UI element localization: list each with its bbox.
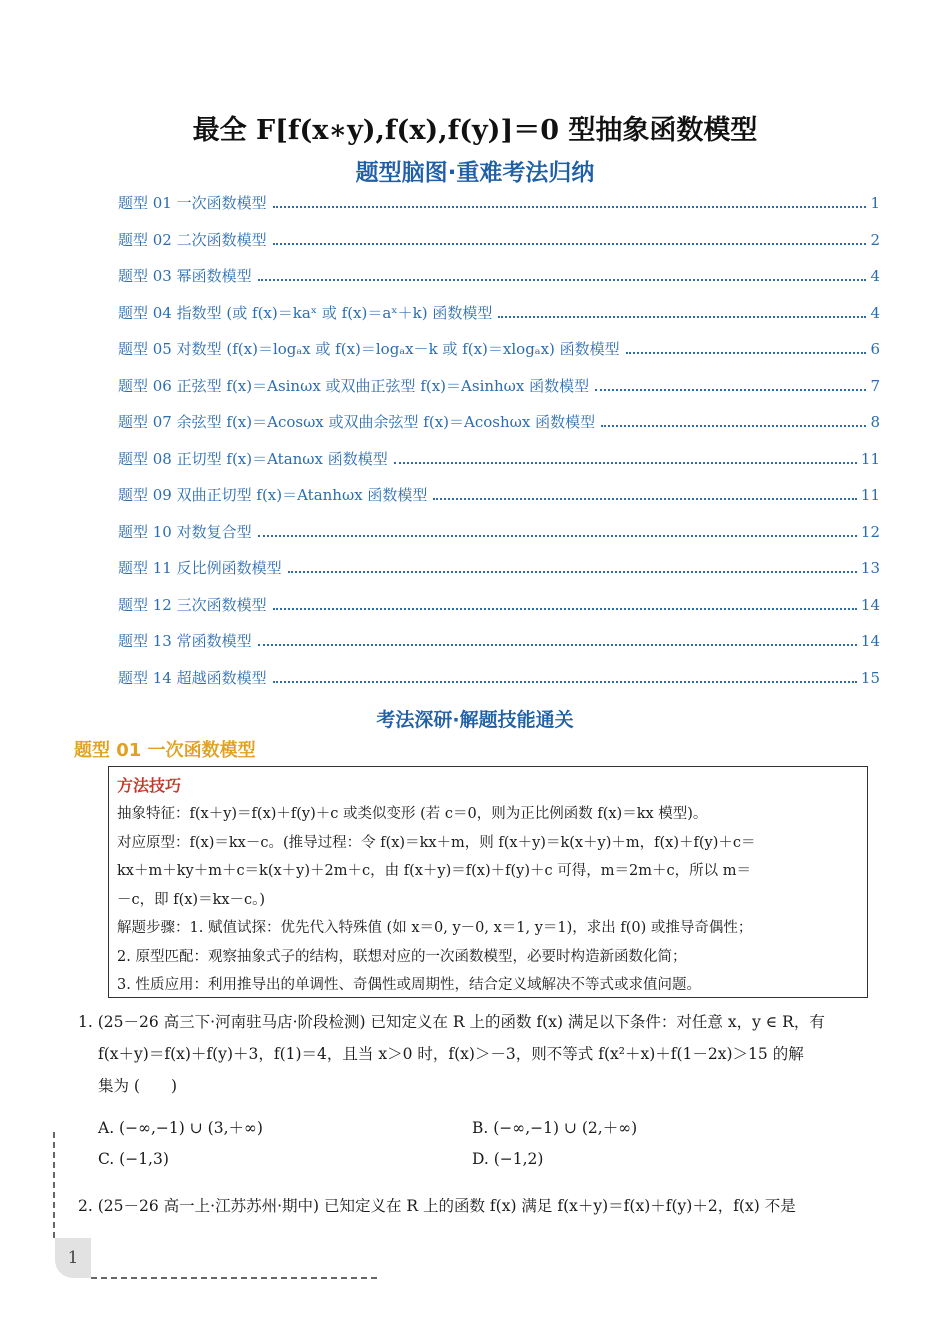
toc-label: 题型 08 正切型 f(x)＝Atanωx 函数模型 — [118, 449, 388, 468]
toc-page: 14 — [860, 595, 880, 614]
toc-label: 题型 03 幂函数模型 — [118, 267, 252, 285]
toc-item[interactable] — [118, 229, 880, 266]
option-c[interactable]: C. (−1,3) — [98, 1150, 169, 1168]
toc-label: 题型 14 超越函数模型 — [118, 668, 267, 687]
method-box — [108, 766, 868, 998]
toc-item[interactable] — [118, 667, 880, 704]
toc-page: 4 — [870, 303, 880, 322]
toc-page: 2 — [870, 230, 880, 249]
toc-item[interactable] — [118, 375, 880, 412]
toc-item[interactable] — [118, 557, 880, 594]
toc-label: 题型 10 对数复合型 — [118, 522, 252, 541]
toc-page: 11 — [860, 486, 880, 504]
toc-page: 4 — [870, 267, 880, 285]
option-d[interactable]: D. (−1,2) — [472, 1150, 544, 1168]
method-line: kx＋m＋ky＋m＋c＝k(x＋y)＋2m＋c，由 f(x＋y)＝f(x)＋f(y)＋c 可得，m＝2m＋c，所以 m＝ — [117, 863, 751, 879]
toc-label: 题型 02 二次函数模型 — [118, 230, 267, 249]
toc-label: 题型 06 正弦型 f(x)＝Asinωx 或双曲正弦型 f(x)＝Asinhωx 函数模型 — [118, 376, 590, 395]
toc-page: 14 — [860, 632, 880, 650]
toc-label: 题型 01 一次函数模型 — [118, 194, 267, 212]
method-line: 抽象特征：f(x＋y)＝f(x)＋f(y)＋c 或类似变形 (若 c＝0，则为正比例函数 f(x)＝kx 模型)。 — [117, 806, 708, 822]
toc-page: 1 — [870, 194, 880, 212]
toc-page: 7 — [870, 376, 880, 395]
page-bottom-dash — [91, 1277, 377, 1279]
question-1 — [78, 1006, 825, 1102]
table-of-contents — [118, 192, 880, 703]
question-line: 集为 ( ) — [98, 1077, 178, 1095]
section-title: 考法深研·解题技能通关 — [376, 709, 574, 731]
method-line: －c，即 f(x)＝kx－c。) — [117, 891, 266, 908]
page-subtitle: 题型脑图·重难考法归纳 — [355, 160, 595, 186]
toc-page: 11 — [860, 449, 880, 468]
question-line: 1. (25－26 高三下·河南驻马店·阶段检测) 已知定义在 R 上的函数 f(x) 满足以下条件：对任意 x，y ∈ R，有 — [78, 1013, 825, 1031]
toc-page: 6 — [870, 340, 880, 358]
question-line: 2. (25－26 高一上·江苏苏州·期中) 已知定义在 R 上的函数 f(x) 满足 f(x＋y)＝f(x)＋f(y)＋2，f(x) 不是 — [78, 1197, 796, 1215]
toc-item[interactable] — [118, 630, 880, 667]
type-heading: 题型 01 一次函数模型 — [74, 740, 256, 761]
toc-label: 题型 04 指数型 (或 f(x)＝kaˣ 或 f(x)＝aˣ＋k) 函数模型 — [118, 303, 493, 322]
method-line: 2. 原型匹配：观察抽象式子的结构，联想对应的一次函数模型，必要时构造新函数化简； — [117, 948, 687, 965]
option-b[interactable]: B. (−∞,−1) ∪ (2,＋∞) — [472, 1119, 638, 1137]
toc-page: 15 — [860, 668, 880, 687]
toc-label: 题型 13 常函数模型 — [118, 632, 252, 650]
toc-item[interactable] — [118, 302, 880, 339]
toc-label: 题型 12 三次函数模型 — [118, 595, 267, 614]
toc-page: 8 — [870, 413, 880, 431]
method-line: 3. 性质应用：利用推导出的单调性、奇偶性或周期性，结合定义域解决不等式或求值问题。 — [117, 977, 701, 993]
toc-item[interactable] — [118, 484, 880, 521]
toc-label: 题型 07 余弦型 f(x)＝Acosωx 或双曲余弦型 f(x)＝Acoshωx 函数模型 — [118, 413, 596, 431]
toc-page: 13 — [860, 559, 880, 577]
page-number: 1 — [55, 1238, 91, 1278]
question-2 — [78, 1190, 796, 1222]
toc-item[interactable] — [118, 448, 880, 485]
toc-item[interactable] — [118, 411, 880, 448]
option-a[interactable]: A. (−∞,−1) ∪ (3,＋∞) — [98, 1119, 263, 1137]
toc-item[interactable] — [118, 338, 880, 375]
method-title: 方法技巧 — [117, 776, 182, 795]
toc-label: 题型 09 双曲正切型 f(x)＝Atanhωx 函数模型 — [118, 486, 428, 504]
toc-page: 12 — [860, 522, 880, 541]
toc-label: 题型 05 对数型 (f(x)＝logₐx 或 f(x)＝logₐx－k 或 f(x)＝xlogₐx) 函数模型 — [118, 340, 620, 358]
toc-item[interactable] — [118, 265, 880, 302]
page-title: 最全 F[f(x∗y),f(x),f(y)]＝0 型抽象函数模型 — [192, 115, 758, 146]
toc-item[interactable] — [118, 192, 880, 229]
method-line: 对应原型：f(x)＝kx－c。(推导过程：令 f(x)＝kx＋m，则 f(x＋y)＝k(x＋y)＋m，f(x)＋f(y)＋c＝ — [117, 834, 756, 851]
question-line: f(x＋y)＝f(x)＋f(y)＋3，f(1)＝4，且当 x＞0 时，f(x)＞－3，则不等式 f(x²＋x)＋f(1－2x)＞15 的解 — [98, 1045, 804, 1063]
toc-item[interactable] — [118, 594, 880, 631]
toc-item[interactable] — [118, 521, 880, 558]
method-line: 解题步骤：1. 赋值试探：优先代入特殊值 (如 x＝0, y－0, x＝1, y＝1)，求出 f(0) 或推导奇偶性； — [117, 920, 753, 936]
page-corner-dash — [53, 1132, 55, 1238]
toc-label: 题型 11 反比例函数模型 — [118, 559, 282, 577]
